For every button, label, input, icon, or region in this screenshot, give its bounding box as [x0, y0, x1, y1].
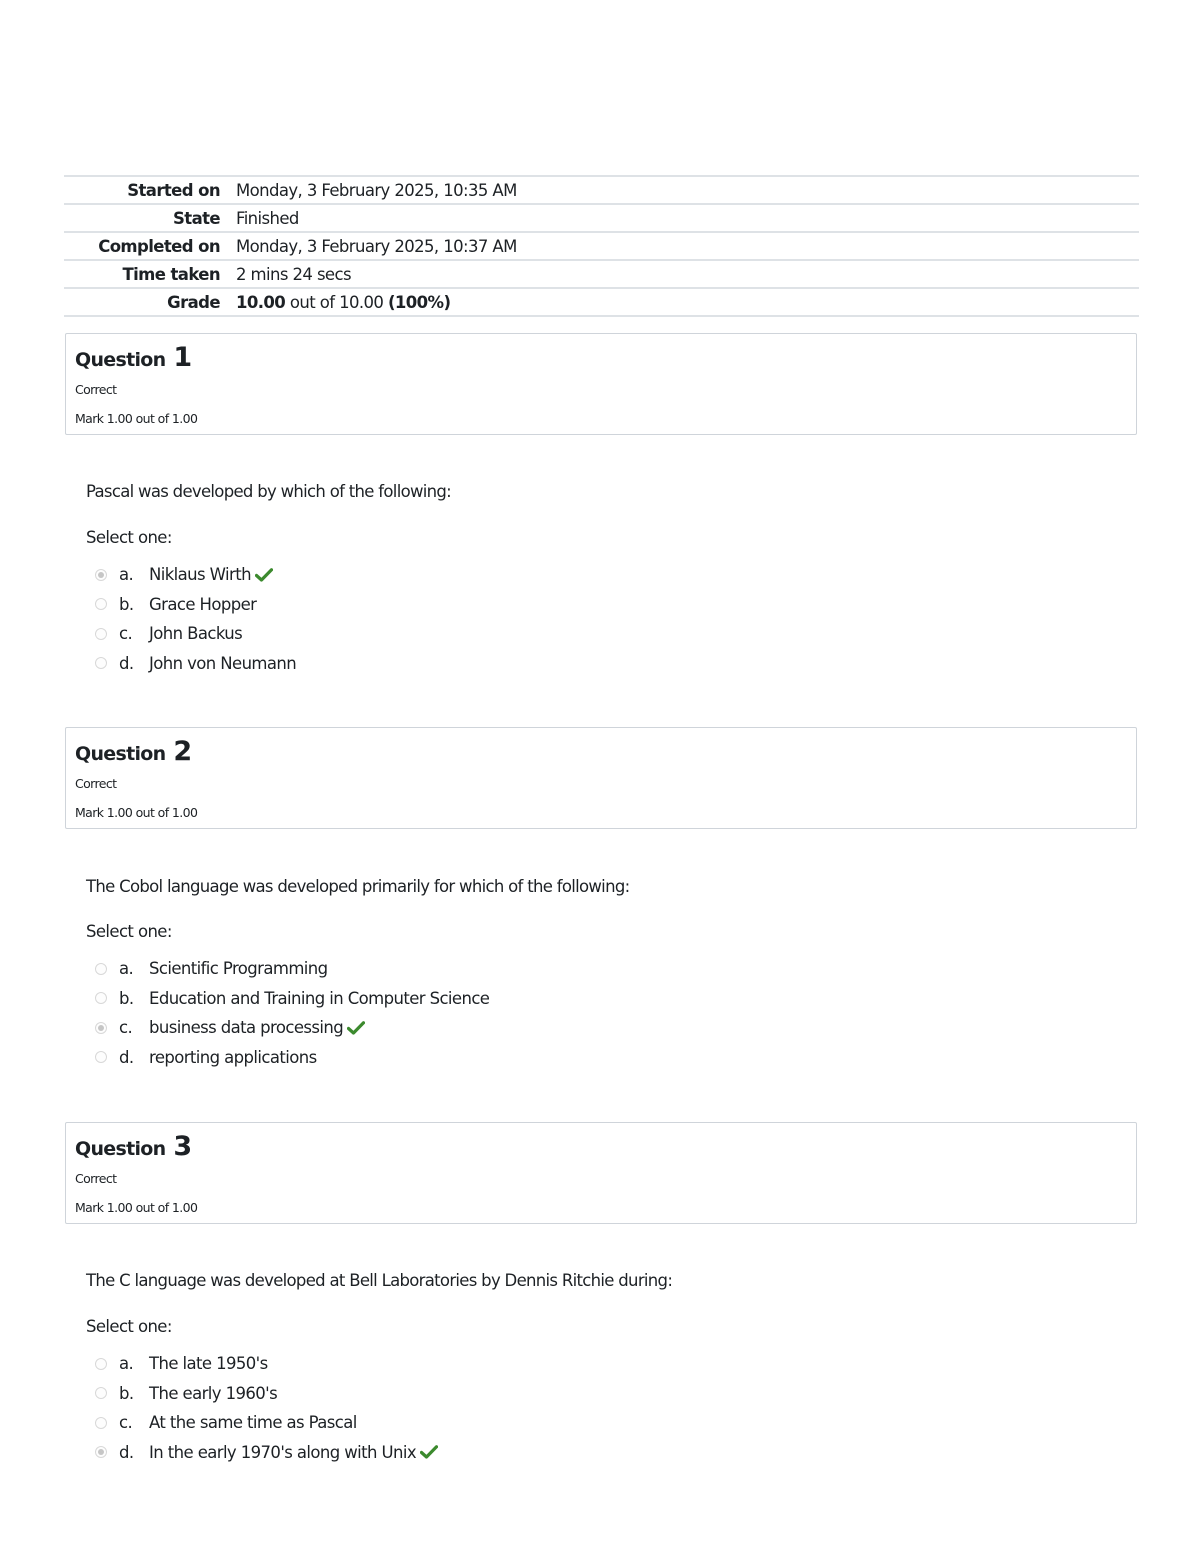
answer-radio[interactable] [95, 1387, 107, 1399]
grade-value [236, 288, 1139, 316]
answer-radio[interactable] [95, 628, 107, 640]
question-3-title [75, 1131, 191, 1162]
time-taken-value: 2 mins 24 secs [236, 260, 1139, 288]
answer-letter: b. [119, 988, 134, 1008]
answer-text: reporting applications [149, 1047, 317, 1067]
answer-text: In the early 1970's along with Unix [149, 1442, 417, 1462]
answer-text: The late 1950's [149, 1354, 268, 1374]
question-1-info [65, 333, 1137, 435]
check-icon [420, 1445, 438, 1459]
answer-radio[interactable] [95, 569, 107, 581]
answer-option[interactable] [95, 954, 895, 984]
state-value: Finished [236, 204, 1139, 232]
question-3-prompt: Select one: [86, 1317, 172, 1336]
answer-text: Education and Training in Computer Science [149, 988, 490, 1008]
question-2-prompt: Select one: [86, 922, 172, 941]
answer-option[interactable] [95, 1043, 895, 1073]
grade-percent: (100%) [387, 292, 451, 312]
answer-radio[interactable] [95, 992, 107, 1004]
grade-label: Grade [64, 288, 236, 316]
answer-radio[interactable] [95, 1022, 107, 1034]
answer-option[interactable] [95, 560, 895, 590]
answer-radio[interactable] [95, 1051, 107, 1063]
question-1-answers [95, 560, 895, 678]
answer-radio[interactable] [95, 1358, 107, 1370]
answer-option[interactable] [95, 1013, 895, 1043]
answer-letter: c. [119, 1018, 133, 1038]
check-icon [347, 1021, 365, 1035]
answer-option[interactable] [95, 984, 895, 1014]
state-label: State [64, 204, 236, 232]
answer-option[interactable] [95, 649, 895, 679]
answer-text: John Backus [149, 624, 243, 644]
answer-option[interactable] [95, 1408, 895, 1438]
answer-letter: d. [119, 653, 134, 673]
check-icon-svg [347, 1021, 365, 1035]
grade-score: 10.00 [236, 292, 286, 312]
question-2-grade: Mark 1.00 out of 1.00 [75, 805, 198, 820]
time-taken-label: Time taken [64, 260, 236, 288]
answer-text: Grace Hopper [149, 594, 257, 614]
check-icon [255, 568, 273, 582]
question-3-state: Correct [75, 1171, 117, 1186]
grade-out-of: out of 10.00 [285, 292, 388, 312]
answer-letter: d. [119, 1047, 134, 1067]
question-label: Question [75, 1138, 166, 1160]
answer-letter: b. [119, 1383, 134, 1403]
answer-letter: c. [119, 624, 133, 644]
question-2-text: The Cobol language was developed primarily for which of the following: [86, 877, 630, 896]
answer-option[interactable] [95, 590, 895, 620]
question-2-state: Correct [75, 776, 117, 791]
answer-radio[interactable] [95, 657, 107, 669]
answer-letter: c. [119, 1413, 133, 1433]
answer-option[interactable] [95, 1349, 895, 1379]
completed-on-label: Completed on [64, 232, 236, 260]
question-number: 1 [173, 342, 192, 373]
answer-letter: d. [119, 1442, 134, 1462]
attempt-summary-table [64, 175, 1139, 317]
answer-letter: a. [119, 565, 134, 585]
answer-text: Scientific Programming [149, 959, 328, 979]
summary-row-grade [64, 288, 1139, 316]
question-1-grade: Mark 1.00 out of 1.00 [75, 411, 198, 426]
answer-radio[interactable] [95, 963, 107, 975]
started-on-label: Started on [64, 176, 236, 204]
question-label: Question [75, 743, 166, 765]
summary-row-completed-on [64, 232, 1139, 260]
started-on-value: Monday, 3 February 2025, 10:35 AM [236, 176, 1139, 204]
answer-option[interactable] [95, 619, 895, 649]
question-1-state: Correct [75, 382, 117, 397]
completed-on-value: Monday, 3 February 2025, 10:37 AM [236, 232, 1139, 260]
summary-row-time-taken [64, 260, 1139, 288]
question-2-title [75, 736, 191, 767]
question-label: Question [75, 349, 166, 371]
check-icon-svg [255, 568, 273, 582]
answer-radio[interactable] [95, 1446, 107, 1458]
question-1-prompt: Select one: [86, 528, 172, 547]
question-3-text: The C language was developed at Bell Laboratories by Dennis Ritchie during: [86, 1271, 673, 1290]
answer-text: Niklaus Wirth [149, 565, 251, 585]
answer-text: John von Neumann [149, 653, 297, 673]
answer-option[interactable] [95, 1438, 895, 1468]
question-3-grade: Mark 1.00 out of 1.00 [75, 1200, 198, 1215]
summary-row-started-on [64, 176, 1139, 204]
question-2-info [65, 727, 1137, 829]
answer-radio[interactable] [95, 598, 107, 610]
answer-text: business data processing [149, 1018, 344, 1038]
answer-radio[interactable] [95, 1417, 107, 1429]
question-1-title [75, 342, 191, 373]
question-number: 2 [173, 736, 192, 767]
answer-option[interactable] [95, 1379, 895, 1409]
summary-row-state [64, 204, 1139, 232]
answer-letter: a. [119, 959, 134, 979]
question-number: 3 [173, 1131, 192, 1162]
answer-text: At the same time as Pascal [149, 1413, 357, 1433]
question-3-answers [95, 1349, 895, 1467]
check-icon-svg [420, 1445, 438, 1459]
question-3-info [65, 1122, 1137, 1224]
answer-text: The early 1960's [149, 1383, 278, 1403]
question-1-text: Pascal was developed by which of the following: [86, 482, 452, 501]
question-2-answers [95, 954, 895, 1072]
answer-letter: b. [119, 594, 134, 614]
answer-letter: a. [119, 1354, 134, 1374]
